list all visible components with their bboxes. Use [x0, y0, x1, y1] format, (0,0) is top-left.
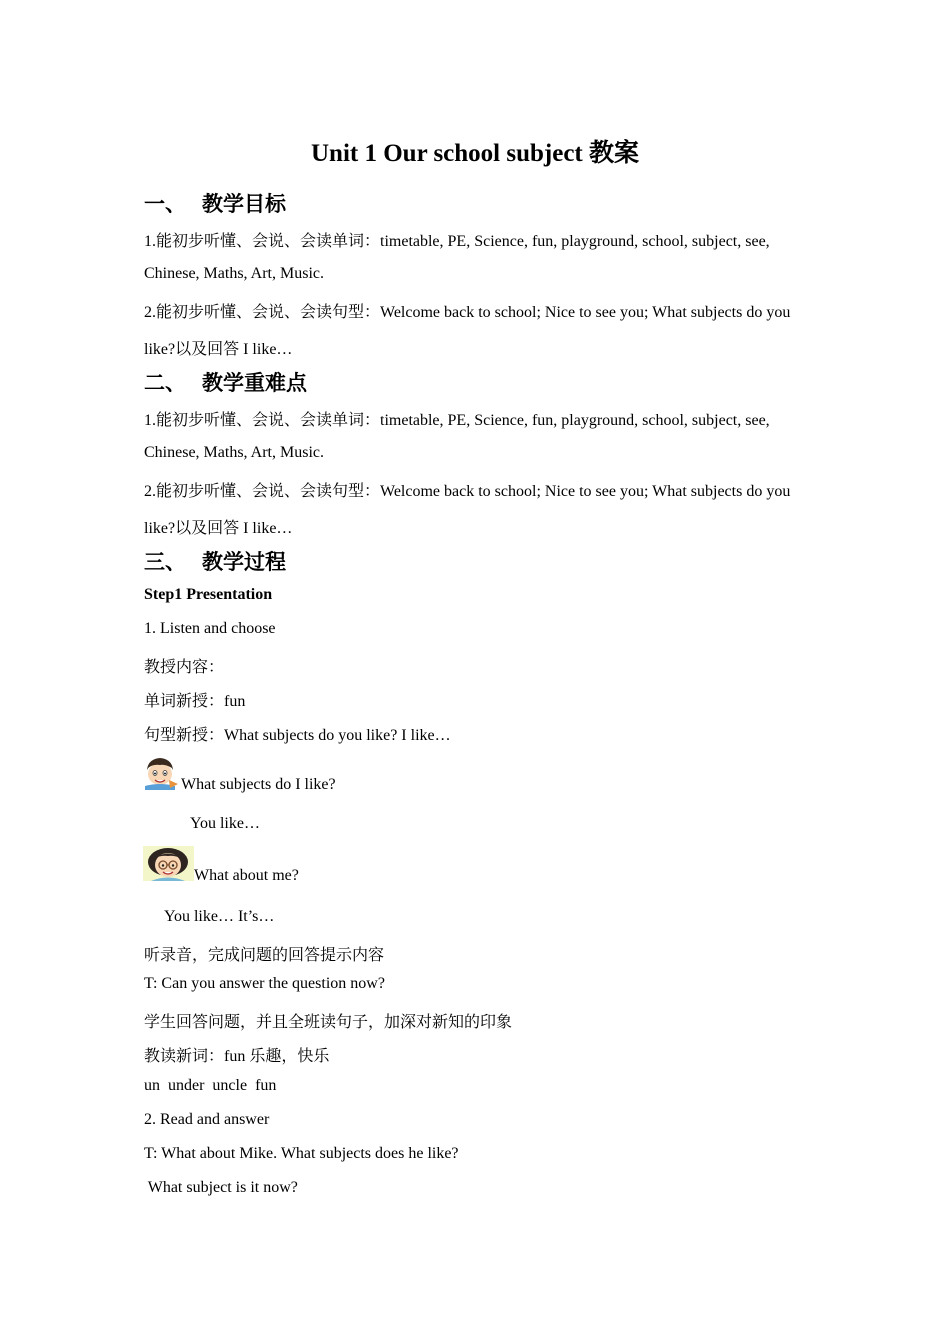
girl-avatar — [143, 846, 194, 881]
section-title: 教学重难点 — [202, 371, 307, 395]
goal-line: 1.能初步听懂、会说、会读单词：timetable, PE, Science, fun, playground, school, subject, see, — [144, 233, 770, 250]
section-heading-goals — [144, 188, 286, 218]
keypoint-line: 2.能初步听懂、会说、会读句型：Welcome back to school; Nice to see you; What subjects do you — [144, 483, 791, 500]
keypoint-line: like?以及回答 I like… — [144, 520, 293, 537]
section-heading-process — [144, 546, 286, 576]
goal-line: like?以及回答 I like… — [144, 341, 293, 358]
teacher-line: What subject is it now? — [144, 1179, 298, 1196]
dialog-line: What about me? — [194, 867, 299, 884]
new-word-line: 单词新授：fun — [144, 693, 246, 710]
activity-line: 1. Listen and choose — [144, 620, 276, 637]
girl-icon — [143, 846, 194, 881]
new-pattern-line: 句型新授：What subjects do you like? I like… — [144, 727, 451, 744]
instruction-line: 学生回答问题，并且全班读句子，加深对新知的印象 — [144, 1014, 513, 1031]
teacher-line: T: Can you answer the question now? — [144, 975, 385, 992]
section-number: 一、 — [144, 192, 186, 216]
dialog-reply: You like… It’s… — [164, 908, 275, 925]
new-word-line: 教读新词：fun 乐趣，快乐 — [144, 1048, 330, 1065]
boy-icon — [143, 756, 179, 790]
section-number: 三、 — [144, 550, 186, 574]
instruction-line: 听录音，完成问题的回答提示内容 — [144, 947, 385, 964]
keypoint-line: 1.能初步听懂、会说、会读单词：timetable, PE, Science, fun, playground, school, subject, see, — [144, 412, 770, 429]
boy-avatar — [143, 756, 179, 790]
dialog-line: What subjects do I like? — [181, 776, 336, 793]
content-label: 教授内容： — [144, 659, 225, 676]
teacher-line: T: What about Mike. What subjects does he like? — [144, 1145, 459, 1162]
section-title: 教学过程 — [202, 550, 286, 574]
section-title: 教学目标 — [202, 192, 286, 216]
phonics-line: un under uncle fun — [144, 1077, 277, 1094]
section-number: 二、 — [144, 371, 186, 395]
activity-line: 2. Read and answer — [144, 1111, 270, 1128]
document-title: Unit 1 Our school subject 教案 — [310, 140, 640, 167]
section-heading-keypoints — [144, 367, 307, 397]
dialog-reply: You like… — [190, 815, 260, 832]
step-heading: Step1 Presentation — [144, 586, 273, 603]
goal-line: Chinese, Maths, Art, Music. — [144, 265, 324, 282]
keypoint-line: Chinese, Maths, Art, Music. — [144, 444, 324, 461]
goal-line: 2.能初步听懂、会说、会读句型：Welcome back to school; Nice to see you; What subjects do you — [144, 304, 791, 321]
